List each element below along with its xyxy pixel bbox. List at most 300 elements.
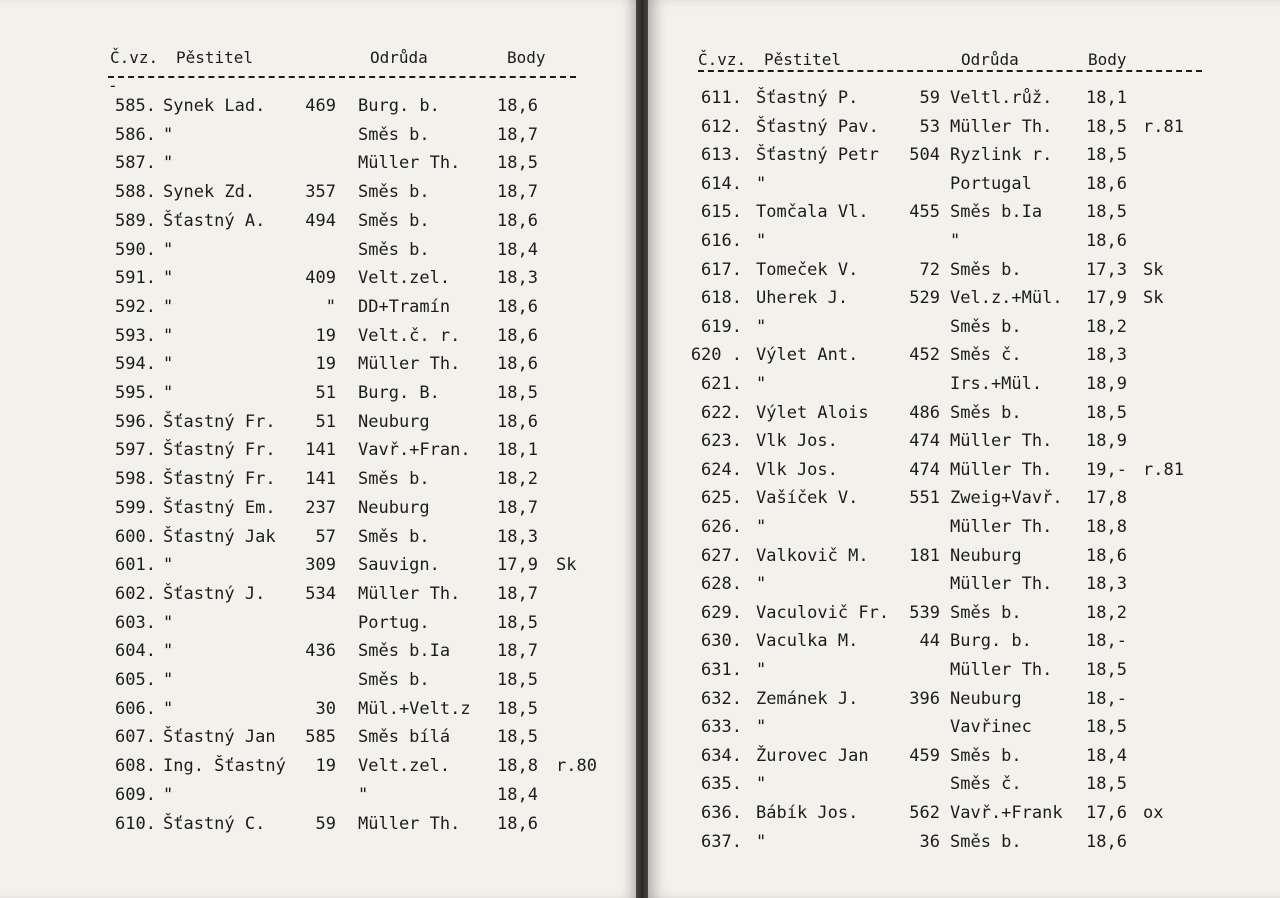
registration-number: 529 <box>909 288 940 309</box>
variety-name: Neuburg <box>358 497 430 518</box>
registration-number: 459 <box>909 745 940 766</box>
registration-number: 57 <box>315 526 336 547</box>
sample-number: 612. <box>701 116 742 137</box>
points-score: 18,5 <box>497 612 538 633</box>
table-row <box>0 440 636 468</box>
sample-number: 631. <box>701 660 742 680</box>
header-points: Body <box>1088 50 1127 69</box>
points-score: 18,8 <box>1086 517 1127 537</box>
variety-name: Burg. b. <box>358 96 440 116</box>
registration-number: 19 <box>315 325 336 346</box>
grower-name: Šťastný A. <box>163 210 266 231</box>
variety-name: Směs b. <box>358 469 430 490</box>
registration-number: 53 <box>919 116 940 137</box>
sample-number: 629. <box>701 602 742 623</box>
table-row <box>0 498 636 526</box>
variety-name: Veltl.růž. <box>950 88 1053 108</box>
note: r.80 <box>556 756 597 777</box>
table-row <box>0 240 636 268</box>
table-row <box>648 746 1280 774</box>
grower-name: Vaculovič Fr. <box>756 602 890 623</box>
registration-number: 19 <box>315 756 336 777</box>
table-row <box>0 326 636 354</box>
sample-number: 591. <box>115 268 156 289</box>
points-score: 17,9 <box>497 555 538 576</box>
table-row <box>648 202 1280 230</box>
sample-number: 585. <box>115 96 156 116</box>
grower-name: Šťastný Jak <box>163 526 276 547</box>
sample-number: 602. <box>115 583 156 604</box>
sample-number: 635. <box>701 774 742 795</box>
points-score: 18,8 <box>497 756 538 777</box>
table-row <box>0 268 636 296</box>
grower-name: Tomčala Vl. <box>756 202 869 223</box>
sample-number: 598. <box>115 469 156 490</box>
table-row <box>0 383 636 411</box>
header-sample-number: Č.vz. <box>698 50 747 69</box>
variety-name: Sauvign. <box>358 555 440 576</box>
sample-number: 632. <box>701 688 742 709</box>
sample-number: 603. <box>115 612 156 633</box>
grower-name: Výlet Ant. <box>756 345 859 366</box>
variety-name: Směs bílá <box>358 727 451 748</box>
table-row <box>0 584 636 612</box>
note: Sk <box>556 555 577 576</box>
table-row <box>0 727 636 755</box>
points-score: 17,9 <box>1086 288 1127 309</box>
table-row <box>648 345 1280 373</box>
points-score: 18,1 <box>1086 88 1127 108</box>
variety-name: Směs b. <box>358 526 430 547</box>
points-score: 17,8 <box>1086 488 1127 509</box>
table-row <box>0 125 636 153</box>
grower-name: " <box>163 296 174 317</box>
table-row <box>648 117 1280 145</box>
grower-name: Šťastný Petr <box>756 145 879 166</box>
grower-name: Vlk Jos. <box>756 431 838 452</box>
registration-number: 585 <box>305 727 336 748</box>
sample-number: 623. <box>701 431 742 452</box>
registration-number: 396 <box>909 688 940 709</box>
grower-name: Ing. Šťastný <box>163 756 286 777</box>
header-grower: Pěstitel <box>764 50 842 69</box>
table-row <box>648 260 1280 288</box>
points-score: 18,7 <box>497 182 538 203</box>
registration-number: 141 <box>305 469 336 490</box>
variety-name: Irs.+Mül. <box>950 374 1043 394</box>
variety-name: Směs b.Ia <box>950 202 1043 223</box>
header-variety: Odrůda <box>961 50 1019 69</box>
note: Sk <box>1143 288 1164 309</box>
grower-name: Synek Lad. <box>163 96 266 116</box>
grower-name: Šťastný C. <box>163 813 266 834</box>
sample-number: 637. <box>701 831 742 852</box>
sample-number: 607. <box>115 727 156 748</box>
variety-name: " <box>950 231 961 251</box>
table-row <box>648 374 1280 402</box>
variety-name: Velt.zel. <box>358 268 451 289</box>
table-row <box>648 774 1280 802</box>
grower-name: Šťastný P. <box>756 88 859 108</box>
grower-name: Vaculka M. <box>756 631 859 652</box>
registration-number: 562 <box>909 803 940 823</box>
variety-name: Směs b. <box>950 402 1022 423</box>
registration-number: 504 <box>909 145 940 166</box>
points-score: 18,9 <box>1086 431 1127 452</box>
points-score: 18,5 <box>497 153 538 174</box>
registration-number: 30 <box>315 698 336 719</box>
variety-name: Neuburg <box>950 688 1022 709</box>
grower-name: Tomeček V. <box>756 259 859 280</box>
points-score: 18,5 <box>1086 145 1127 166</box>
table-row <box>648 631 1280 659</box>
sample-number: 630. <box>701 631 742 652</box>
registration-number: " <box>325 296 336 317</box>
points-score: 18,5 <box>1086 774 1127 795</box>
variety-name: Směs b. <box>358 670 430 690</box>
sample-number: 609. <box>115 784 156 805</box>
registration-number: 486 <box>909 402 940 423</box>
points-score: 18,- <box>1086 631 1127 652</box>
table-row <box>648 803 1280 831</box>
variety-name: Směs č. <box>950 774 1022 795</box>
registration-number: 436 <box>305 641 336 662</box>
variety-name: Směs b. <box>358 124 430 145</box>
table-row <box>648 431 1280 459</box>
grower-name: Žurovec Jan <box>756 745 869 766</box>
note: ox <box>1143 803 1164 823</box>
table-row <box>0 785 636 813</box>
variety-name: Burg. b. <box>950 631 1032 652</box>
sample-number: 628. <box>701 574 742 595</box>
table-row <box>0 153 636 181</box>
sample-number: 618. <box>701 288 742 309</box>
grower-name: Šťastný Fr. <box>163 440 276 461</box>
variety-name: Směs b. <box>950 831 1022 852</box>
variety-name: Vavřinec <box>950 717 1032 738</box>
sample-number: 595. <box>115 383 156 403</box>
table-row <box>648 403 1280 431</box>
grower-name: " <box>163 354 174 375</box>
points-score: 18,6 <box>1086 545 1127 566</box>
variety-name: " <box>358 784 369 805</box>
points-score: 18,1 <box>497 440 538 461</box>
registration-number: 409 <box>305 268 336 289</box>
grower-name: " <box>163 153 174 174</box>
sample-number: 594. <box>115 354 156 375</box>
variety-name: Směs b. <box>950 602 1022 623</box>
sample-number: 616. <box>701 231 742 251</box>
points-score: 18,2 <box>1086 602 1127 623</box>
grower-name: " <box>756 660 767 680</box>
points-score: 18,6 <box>497 813 538 834</box>
grower-name: Valkovič M. <box>756 545 869 566</box>
variety-name: Müller Th. <box>358 153 461 174</box>
registration-number: 72 <box>919 259 940 280</box>
grower-name: Vašíček V. <box>756 488 859 509</box>
variety-name: Směs b. <box>950 259 1022 280</box>
grower-name: " <box>163 698 174 719</box>
table-row <box>648 174 1280 202</box>
registration-number: 141 <box>305 440 336 461</box>
table-row <box>0 613 636 641</box>
variety-name: Směs b. <box>950 316 1022 337</box>
points-score: 18,7 <box>497 497 538 518</box>
points-score: 18,3 <box>1086 574 1127 595</box>
variety-name: Směs b. <box>950 745 1022 766</box>
registration-number: 51 <box>315 383 336 403</box>
points-score: 18,2 <box>497 469 538 490</box>
points-score: 18,6 <box>497 354 538 375</box>
grower-name: " <box>756 717 767 738</box>
registration-number: 357 <box>305 182 336 203</box>
grower-name: " <box>756 173 767 194</box>
note: r.81 <box>1143 116 1184 137</box>
points-score: 18,6 <box>497 411 538 432</box>
grower-name: Výlet Alois <box>756 402 869 423</box>
variety-name: Müller Th. <box>950 116 1053 137</box>
table-row <box>0 469 636 497</box>
grower-name: " <box>756 774 767 795</box>
sample-number: 622. <box>701 402 742 423</box>
registration-number: 59 <box>315 813 336 834</box>
variety-name: Mül.+Velt.z <box>358 698 471 719</box>
registration-number: 36 <box>919 831 940 852</box>
points-score: 18,6 <box>497 325 538 346</box>
sample-number: 587. <box>115 153 156 174</box>
variety-name: Portugal <box>950 173 1032 194</box>
right-page <box>648 0 1280 898</box>
variety-name: Müller Th. <box>358 354 461 375</box>
sample-number: 633. <box>701 717 742 738</box>
variety-name: Müller Th. <box>950 660 1053 680</box>
points-score: 18,5 <box>497 383 538 403</box>
grower-name: " <box>756 316 767 337</box>
grower-name: " <box>163 641 174 662</box>
points-score: 18,7 <box>497 124 538 145</box>
sample-number: 589. <box>115 210 156 231</box>
grower-name: " <box>756 374 767 394</box>
variety-name: Müller Th. <box>950 574 1053 595</box>
sample-number: 614. <box>701 173 742 194</box>
registration-number: 309 <box>305 555 336 576</box>
sample-number: 593. <box>115 325 156 346</box>
variety-name: Vavř.+Frank <box>950 803 1063 823</box>
sample-number: 636. <box>701 803 742 823</box>
sample-number: 626. <box>701 517 742 537</box>
registration-number: 59 <box>919 88 940 108</box>
registration-number: 539 <box>909 602 940 623</box>
variety-name: Müller Th. <box>358 813 461 834</box>
table-row <box>648 517 1280 545</box>
variety-name: Vavř.+Fran. <box>358 440 471 461</box>
table-row <box>648 231 1280 259</box>
variety-name: Směs b. <box>358 239 430 260</box>
stray-mark: - <box>108 76 118 95</box>
sample-number: 610. <box>115 813 156 834</box>
points-score: 18,2 <box>1086 316 1127 337</box>
registration-number: 474 <box>909 431 940 452</box>
grower-name: Šťastný J. <box>163 583 266 604</box>
grower-name: " <box>163 784 174 805</box>
points-score: 18,4 <box>1086 745 1127 766</box>
points-score: 18,4 <box>497 784 538 805</box>
points-score: 18,5 <box>1086 402 1127 423</box>
points-score: 17,3 <box>1086 259 1127 280</box>
table-row <box>648 717 1280 745</box>
points-score: 18,5 <box>1086 116 1127 137</box>
sample-number: 615. <box>701 202 742 223</box>
variety-name: Vel.z.+Mül. <box>950 288 1063 309</box>
variety-name: Směs b. <box>358 210 430 231</box>
sample-number: 604. <box>115 641 156 662</box>
sample-number: 599. <box>115 497 156 518</box>
book-gutter <box>636 0 648 898</box>
sample-number: 592. <box>115 296 156 317</box>
registration-number: 19 <box>315 354 336 375</box>
grower-name: " <box>756 831 767 852</box>
points-score: 18,- <box>1086 688 1127 709</box>
points-score: 18,4 <box>497 239 538 260</box>
points-score: 18,3 <box>497 268 538 289</box>
sample-number: 621. <box>701 374 742 394</box>
sample-number: 634. <box>701 745 742 766</box>
left-page <box>0 0 636 898</box>
sample-number: 619. <box>701 316 742 337</box>
variety-name: Velt.zel. <box>358 756 451 777</box>
variety-name: Zweig+Vavř. <box>950 488 1063 509</box>
sample-number: 596. <box>115 411 156 432</box>
grower-name: Šťastný Jan <box>163 727 276 748</box>
points-score: 18,7 <box>497 641 538 662</box>
points-score: 18,5 <box>497 698 538 719</box>
grower-name: " <box>163 325 174 346</box>
sample-number: 611. <box>701 88 742 108</box>
variety-name: Müller Th. <box>950 459 1053 480</box>
sample-number: 586. <box>115 124 156 145</box>
variety-name: Müller Th. <box>950 517 1053 537</box>
variety-name: Směs b.Ia <box>358 641 451 662</box>
registration-number: 494 <box>305 210 336 231</box>
variety-name: Neuburg <box>358 411 430 432</box>
table-row <box>0 527 636 555</box>
grower-name: " <box>163 555 174 576</box>
table-row <box>648 660 1280 688</box>
table-row <box>0 182 636 210</box>
registration-number: 237 <box>305 497 336 518</box>
variety-name: Velt.č. r. <box>358 325 461 346</box>
header-rule <box>698 70 1202 72</box>
points-score: 19,- <box>1086 459 1127 480</box>
grower-name: Šťastný Fr. <box>163 411 276 432</box>
table-row <box>648 488 1280 516</box>
table-row <box>0 96 636 124</box>
table-row <box>648 574 1280 602</box>
variety-name: Neuburg <box>950 545 1022 566</box>
sample-number: 617. <box>701 259 742 280</box>
registration-number: 474 <box>909 459 940 480</box>
points-score: 18,5 <box>497 727 538 748</box>
registration-number: 51 <box>315 411 336 432</box>
variety-name: Portug. <box>358 612 430 633</box>
points-score: 18,5 <box>1086 717 1127 738</box>
variety-name: DD+Tramín <box>358 296 451 317</box>
sample-number: 601. <box>115 555 156 576</box>
registration-number: 534 <box>305 583 336 604</box>
points-score: 18,3 <box>497 526 538 547</box>
grower-name: Šťastný Em. <box>163 497 276 518</box>
points-score: 18,7 <box>497 583 538 604</box>
table-row <box>648 88 1280 116</box>
grower-name: " <box>163 124 174 145</box>
points-score: 17,6 <box>1086 803 1127 823</box>
table-row <box>0 297 636 325</box>
sample-number: 605. <box>115 670 156 690</box>
table-row <box>648 689 1280 717</box>
registration-number: 551 <box>909 488 940 509</box>
grower-name: Šťastný Fr. <box>163 469 276 490</box>
grower-name: " <box>163 268 174 289</box>
table-row <box>0 211 636 239</box>
variety-name: Směs b. <box>358 182 430 203</box>
grower-name: " <box>756 574 767 595</box>
grower-name: Vlk Jos. <box>756 459 838 480</box>
points-score: 18,5 <box>497 670 538 690</box>
table-row <box>0 641 636 669</box>
grower-name: " <box>163 383 174 403</box>
table-row <box>648 832 1280 860</box>
table-row <box>648 603 1280 631</box>
variety-name: Burg. B. <box>358 383 440 403</box>
header-points: Body <box>507 48 546 67</box>
header-grower: Pěstitel <box>176 48 254 67</box>
sample-number: 608. <box>115 756 156 777</box>
grower-name: Bábík Jos. <box>756 803 859 823</box>
grower-name: Šťastný Pav. <box>756 116 879 137</box>
points-score: 18,6 <box>497 96 538 116</box>
sample-number: 588. <box>115 182 156 203</box>
points-score: 18,5 <box>1086 660 1127 680</box>
grower-name: " <box>756 231 767 251</box>
sample-number: 620 . <box>690 345 742 366</box>
note: Sk <box>1143 259 1164 280</box>
points-score: 18,9 <box>1086 374 1127 394</box>
grower-name: Uherek J. <box>756 288 849 309</box>
header-sample-number: Č.vz. <box>110 48 159 67</box>
table-row <box>0 814 636 842</box>
sample-number: 590. <box>115 239 156 260</box>
table-row <box>648 288 1280 316</box>
registration-number: 181 <box>909 545 940 566</box>
points-score: 18,6 <box>497 210 538 231</box>
registration-number: 469 <box>305 96 336 116</box>
points-score: 18,6 <box>1086 231 1127 251</box>
registration-number: 44 <box>919 631 940 652</box>
points-score: 18,5 <box>1086 202 1127 223</box>
grower-name: " <box>163 670 174 690</box>
note: r.81 <box>1143 459 1184 480</box>
table-row <box>0 354 636 382</box>
grower-name: " <box>163 239 174 260</box>
sample-number: 606. <box>115 698 156 719</box>
sample-number: 624. <box>701 459 742 480</box>
points-score: 18,6 <box>1086 831 1127 852</box>
variety-name: Müller Th. <box>358 583 461 604</box>
registration-number: 452 <box>909 345 940 366</box>
table-row <box>0 699 636 727</box>
grower-name: Synek Zd. <box>163 182 256 203</box>
sample-number: 613. <box>701 145 742 166</box>
